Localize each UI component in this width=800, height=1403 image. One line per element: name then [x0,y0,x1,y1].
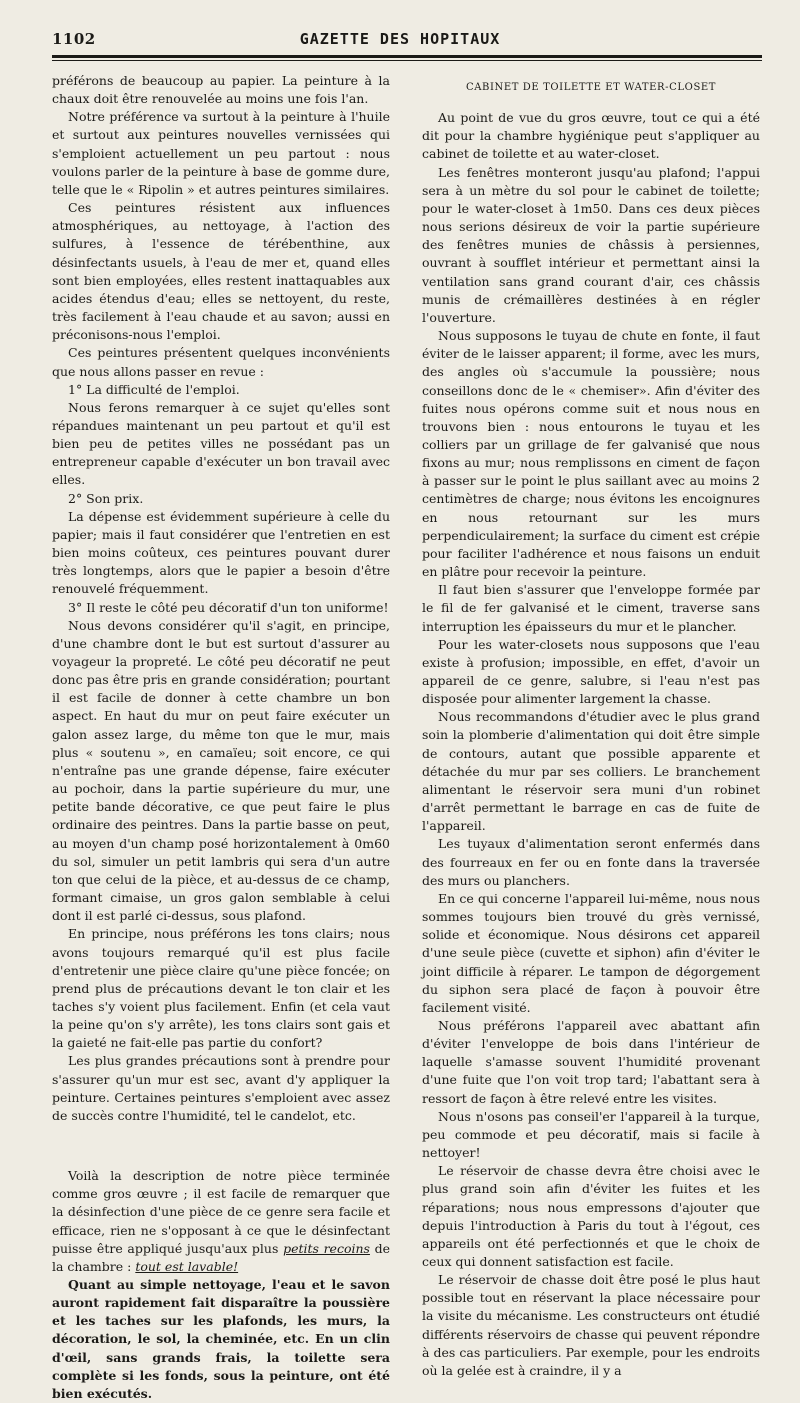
paragraph: Nous n'osons pas conseil'er l'appareil à la turque, peu commode et peu décoratif, mais si facile à nettoyer! [422,1108,760,1161]
paragraph: En principe, nous préférons les tons clairs; nous avons toujours remarqué qu'il est plus facile d'entretenir une pièce claire qu'une pièce foncée; on prend plus de précautions devant le ton clair et les taches s'y voient plus facilement. Enfin (et cela vaut la peine qu'on s'y arrête), les tons clairs sont gais et la gaieté ne fait-elle pas partie du confort? [52,926,390,1051]
paragraph: 3° Il reste le côté peu décoratif d'un ton uniforme! [68,599,389,615]
paragraph: Ces peintures résistent aux influences atmosphériques, au nettoyage, à l'action des sulfures, à l'essence de térébenthine, aux désinfectants usuels, à l'eau de mer et, quand elles sont bien employées, elles restent inattaquables aux acides étendus d'eau; elles se nettoyent, du reste, très facilement à l'eau chaude et au savon; aussi en préconisons-nous l'emploi. [52,200,390,343]
paragraph: Nous ferons remarquer à ce sujet qu'elles sont répandues maintenant un peu partout et qu'il est bien peu de petites villes ne possédant pas un entrepreneur capable d'exécuter un bon travail avec elles. [52,399,390,488]
paragraph: Au point de vue du gros œuvre, tout ce qui a été dit pour la chambre hygiénique peut s'appliquer au cabinet de toilette et au water-closet. [422,110,760,162]
paragraph: En ce qui concerne l'appareil lui-même, nous nous sommes toujours bien trouvé du grès vernissé, solide et économique. Nous désirons cet appareil d'une seule pièce (cuvette et siphon) afin d'éviter le joint difficile à réparer. Le tampon de dégorgement du siphon sera placé de façon à pouvoir être facilement visité. [422,890,760,1015]
paragraph: Quant au simple nettoyage, l'eau et le savon auront rapidement fait disparaître la poussière et les taches sur les plafonds, les murs, la décoration, le sol, la cheminée, etc. En un clin d'œil, sans grands frais, la toilette sera complète si les fonds, sous la peinture, ont été bien exécutés. [52,1277,390,1401]
text-run: de la chambre : [52,1240,390,1274]
paragraph: préférons de beaucoup au papier. La peinture à la chaux doit être renouvelée au moins une fois l'an. [52,73,390,107]
paragraph: Ces peintures présentent quelques inconvénients que nous allons passer en revue : [52,345,390,379]
paragraph [52,1167,390,1276]
right-column [422,72,760,1380]
paragraph: Il faut bien s'assurer que l'enveloppe formée par le fil de fer galvanisé et le ciment, traverse sans interruption les épaisseurs du mur et le plancher. [422,582,760,634]
paragraph: 1° La difficulté de l'emploi. [68,381,240,397]
paragraph: Pour les water-closets nous supposons que l'eau existe à profusion; impossible, en effet, d'avoir un appareil de ce genre, salubre, si l'eau n'est pas disposée pour alimenter largement la chasse. [422,636,760,707]
section-heading: CABINET DE TOILETTE ET WATER-CLOSET [465,82,717,93]
paragraph: Nous préférons l'appareil avec abattant afin d'éviter l'enveloppe de bois dans l'intérieur de laquelle s'amasse souvent l'humidité provenant d'une fuite que l'on voit trop tard; l'abattant sera à ressort de façon à être relevé entre les visites. [422,1017,760,1106]
paragraph: Les plus grandes précautions sont à prendre pour s'assurer qu'un mur est sec, avant d'y appliquer la peinture. Certaines peintures s'emploient avec assez de succès contre l'humidité, tel le candelot, etc. [52,1053,390,1123]
text-run: Voilà la description de notre pièce terminée comme gros œuvre ; il est facile de remarquer que la désinfection d'une pièce de ce genre sera facile et efficace, rien ne s'opposant à ce que le désinfectant puisse être appliqué jusqu'aux plus [52,1168,390,1256]
italic-text: tout est lavable! [135,1258,239,1274]
paragraph: Nous supposons le tuyau de chute en fonte, il faut éviter de le laisser apparent; il forme, avec les murs, des angles où s'accumule la poussière; nous conseillons donc de le « chemiser». Afin d'éviter des fuites nous opérons comme suit et nous nous en trouvons bien : nous entourons le tuyau et les colliers par un grillage de fer galvanisé que nous fixons au mur; nous remplissons en ciment de façon à passer sur le point le plus saillant avec au moins 2 centimètres de charge; nous évitons les encoignures en nous retournant sur les murs perpendiculairement; la surface du ciment est crépie pour faciliter l'adhérence et nous faisons un enduit en plâtre pour recevoir la peinture. [422,328,760,580]
paragraph: Les fenêtres monteront jusqu'au plafond; l'appui sera à un mètre du sol pour le cabinet de toilette; pour le water-closet à 1m50. Dans ces deux pièces nous serions désireux de voir la partie supérieure des fenêtres munies de châssis à persiennes, ouvrant à soufflet intérieur et permettant ainsi la ventilation sans grand courant d'air, ces châssis munis de crémaillères destinées à en régler l'ouverture. [422,164,760,325]
header-rule-thin [52,60,762,61]
journal-title: GAZETTE DES HOPITAUX [299,30,501,48]
underlined-text: petits recoins [283,1240,370,1256]
paragraph: Le réservoir de chasse devra être choisi avec le plus grand soin afin d'éviter les fuites et les réparations; nous nous empressons d'ajouter que depuis l'introduction à Paris du tout à l'égout, ces appareils ont été perfectionnés et que le choix de ceux qui donnent satisfaction est facile. [422,1163,760,1269]
paragraph: Les tuyaux d'alimentation seront enfermés dans des fourreaux en fer ou en fonte dans la traversée des murs ou planchers. [422,836,760,888]
page-number: 1102 [52,30,96,48]
section-gap [52,1125,390,1167]
paragraph: Nous devons considérer qu'il s'agit, en principe, d'une chambre dont le but est surtout d'assurer au voyageur la propreté. Le côté peu décoratif ne peut donc pas être pris en grande considération; pourtant il est facile de donner à cette chambre un bon aspect. En haut du mur on peut faire exécuter un galon assez large, du même ton que le mur, mais plus « soutenu », en camaïeu; soit encore, ce qui n'entraîne pas une grande dépense, faire exécuter au pochoir, dans la partie supérieure du mur, une petite bande décorative, ce que peut faire le plus ordinaire des peintres. Dans la partie basse on peut, au moyen d'un champ posé horizontalement à 0m60 du sol, simuler un petit lambris qui sera d'un autre ton que celui de la pièce, et au-dessus de ce champ, formant cimaise, un gros galon semblable à celui dont il est parlé ci-dessus, sous plafond. [52,617,390,924]
paragraph: Le réservoir de chasse doit être posé le plus haut possible tout en réservant la place nécessaire pour la visite du mécanisme. Les constructeurs ont étudié différents réservoirs de chasse qui peuvent répondre à des cas particuliers. Par exemple, pour les endroits où la gelée est à craindre, il y a [422,1272,760,1378]
paragraph: Nous recommandons d'étudier avec le plus grand soin la plomberie d'alimentation qui doit être simple de contours, autant que possible apparente et détachée du mur par ses colliers. Le branchement alimentant le réservoir sera muni d'un robinet d'arrêt permettant le barrage en cas de fuite de l'appareil. [422,709,760,834]
left-column [52,72,390,1403]
paragraph: 2° Son prix. [68,490,144,506]
header-rule-thick [52,55,762,58]
paragraph: La dépense est évidemment supérieure à celle du papier; mais il faut considérer que l'entretien en est bien moins coûteux, ces peintures pouvant durer très longtemps, alors que le papier a besoin d'être renouvelé fréquemment. [52,508,390,597]
paragraph: Notre préférence va surtout à la peinture à l'huile et surtout aux peintures nouvelles vernissées qui s'emploient actuellement un peu partout : nous voulons parler de la peinture à base de gomme dure, telle que le « Ripolin » et autres peintures similaires. [52,109,390,197]
